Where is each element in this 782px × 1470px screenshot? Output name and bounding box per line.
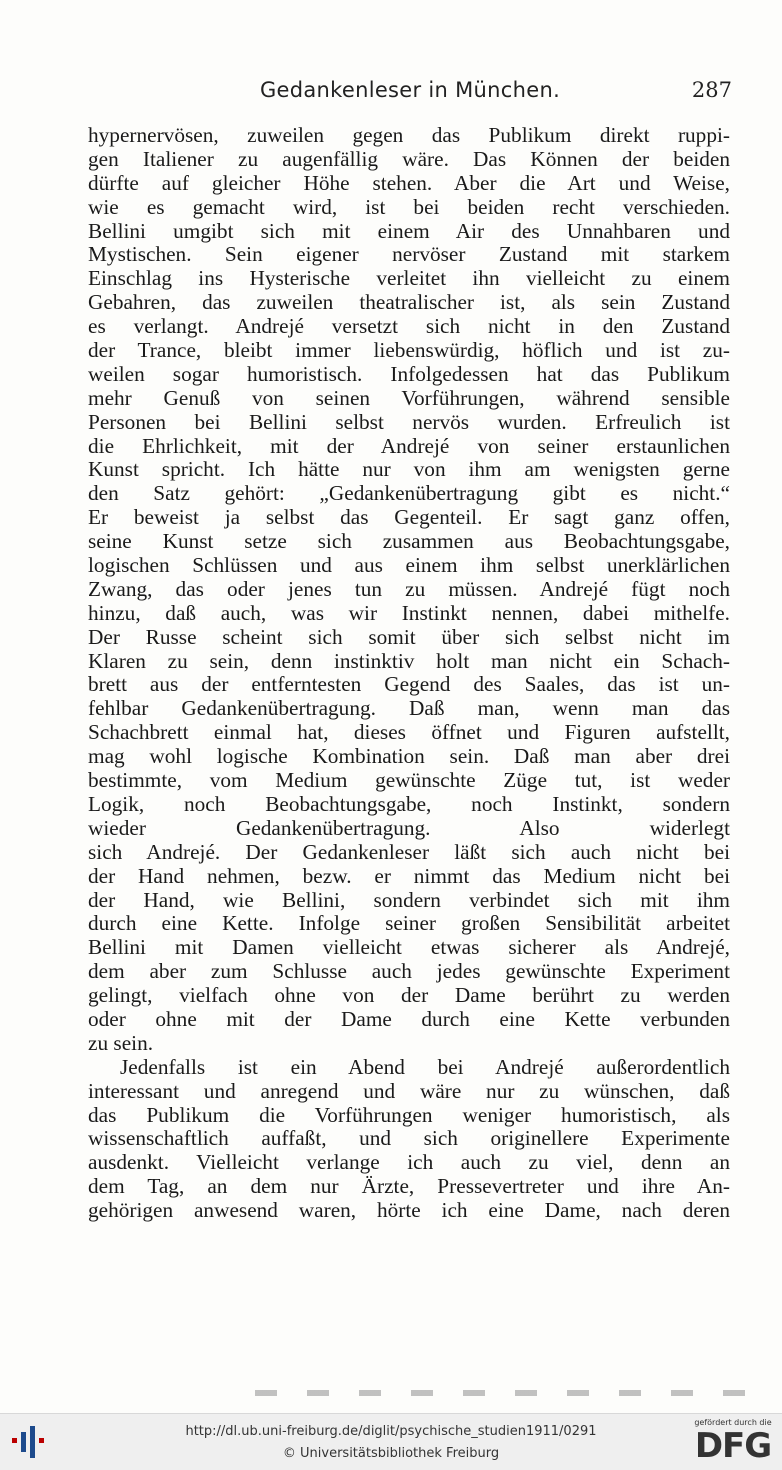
text-line: Der Russe scheint sich somit über sich selbst nicht im	[88, 625, 730, 649]
text-line: mehr Genuß von seinen Vorführungen, während sensible	[88, 386, 730, 410]
text-line: weilen sogar humoristisch. Infolgedessen hat das Publikum	[88, 362, 730, 386]
permalink-url[interactable]: http://dl.ub.uni-freiburg.de/diglit/psychische_studien1911/0291	[185, 1424, 597, 1439]
text-line: seine Kunst setze sich zusammen aus Beobachtungsgabe,	[88, 530, 730, 554]
text-line: ausdenkt. Vielleicht verlange ich auch zu viel, denn an	[88, 1151, 730, 1175]
text-line: logischen Schlüssen und aus einem ihm selbst unerklärlichen	[88, 554, 730, 578]
text-line: den Satz gehört: „Gedankenübertragung gibt es nicht.“	[88, 482, 730, 506]
text-line: Kunst spricht. Ich hätte nur von ihm am wenigsten gerne	[88, 458, 730, 482]
text-line: fehlbar Gedankenübertragung. Daß man, wenn man das	[88, 697, 730, 721]
text-line: durch eine Kette. Infolge seiner großen Sensibilität arbeitet	[88, 912, 730, 936]
text-line: der Hand, wie Bellini, sondern verbindet sich mit ihm	[88, 888, 730, 912]
dfg-logo[interactable]	[692, 1418, 774, 1466]
text-line: interessant und anregend und wäre nur zu wünschen, daß	[88, 1079, 730, 1103]
text-line: bestimmte, vom Medium gewünschte Züge tut, ist weder	[88, 769, 730, 793]
text-line: Gebahren, das zuweilen theatralischer ist, als sein Zustand	[88, 291, 730, 315]
page-number: 287	[691, 78, 732, 102]
text-line: dem aber zum Schlusse auch jedes gewünschte Experiment	[88, 960, 730, 984]
text-line-spaced: wieder Gedankenübertragung. Also widerlegt	[88, 816, 730, 840]
text-line: Personen bei Bellini selbst nervös wurden. Erfreulich ist	[88, 410, 730, 434]
text-line: hinzu, daß auch, was wir Instinkt nennen, dabei mithelfe.	[88, 601, 730, 625]
footer-bar	[0, 1413, 782, 1470]
text-line: dürfte auf gleicher Höhe stehen. Aber die Art und Weise,	[88, 171, 730, 195]
text-line: sich Andrejé. Der Gedankenleser läßt sich auch nicht bei	[88, 840, 730, 864]
text-line: gelingt, vielfach ohne von der Dame berührt zu werden	[88, 984, 730, 1008]
scan-artifact-marks	[255, 1390, 755, 1396]
text-line: die Ehrlichkeit, mit der Andrejé von seiner erstaunlichen	[88, 434, 730, 458]
text-line: zu sein.	[88, 1031, 154, 1055]
body-text	[88, 124, 730, 1223]
text-line: brett aus der entferntesten Gegend des Saales, das ist un-	[88, 673, 730, 697]
copyright-text: © Universitätsbibliothek Freiburg	[282, 1446, 500, 1461]
text-line: Er beweist ja selbst das Gegenteil. Er sagt ganz offen,	[88, 506, 730, 530]
text-line: Jedenfalls ist ein Abend bei Andrejé außerordentlich	[120, 1055, 730, 1079]
text-line: Bellini umgibt sich mit einem Air des Unnahbaren und	[88, 219, 730, 243]
text-line: gen Italiener zu augenfällig wäre. Das Können der beiden	[88, 147, 730, 171]
text-line: der Hand nehmen, bezw. er nimmt das Medium nicht bei	[88, 864, 730, 888]
text-line: Logik, noch Beobachtungsgabe, noch Instinkt, sondern	[88, 792, 730, 816]
text-line: gehörigen anwesend waren, hörte ich eine Dame, nach deren	[88, 1199, 730, 1223]
text-line: der Trance, bleibt immer liebenswürdig, höflich und ist zu-	[88, 339, 730, 363]
text-line: Bellini mit Damen vielleicht etwas sicherer als Andrejé,	[88, 936, 730, 960]
text-line: oder ohne mit der Dame durch eine Kette verbunden	[88, 1007, 730, 1031]
text-line: Schachbrett einmal hat, dieses öffnet und Figuren aufstellt,	[88, 721, 730, 745]
text-line: mag wohl logische Kombination sein. Daß man aber drei	[88, 745, 730, 769]
text-line: Einschlag ins Hysterische verleitet ihn vielleicht zu einem	[88, 267, 730, 291]
text-line: dem Tag, an dem nur Ärzte, Pressevertreter und ihre An-	[88, 1175, 730, 1199]
text-line: Zwang, das oder jenes tun zu müssen. Andrejé fügt noch	[88, 577, 730, 601]
dfg-caption: gefördert durch die	[694, 1418, 772, 1427]
text-line: wissenschaftlich auffaßt, und sich originellere Experimente	[88, 1127, 730, 1151]
text-line: es verlangt. Andrejé versetzt sich nicht in den Zustand	[88, 315, 730, 339]
text-line: wie es gemacht wird, ist bei beiden recht verschieden.	[88, 195, 730, 219]
running-title: Gedankenleser in München.	[259, 78, 561, 102]
text-line: Mystischen. Sein eigener nervöser Zustand mit starkem	[88, 243, 730, 267]
text-line: Klaren zu sein, denn instinktiv holt man nicht ein Schach-	[88, 649, 730, 673]
running-head	[88, 78, 732, 112]
text-line: hypernervösen, zuweilen gegen das Publikum direkt ruppi-	[88, 124, 730, 147]
text-line: das Publikum die Vorführungen weniger humoristisch, als	[88, 1103, 730, 1127]
dfg-logo-text: DFG	[694, 1426, 772, 1466]
